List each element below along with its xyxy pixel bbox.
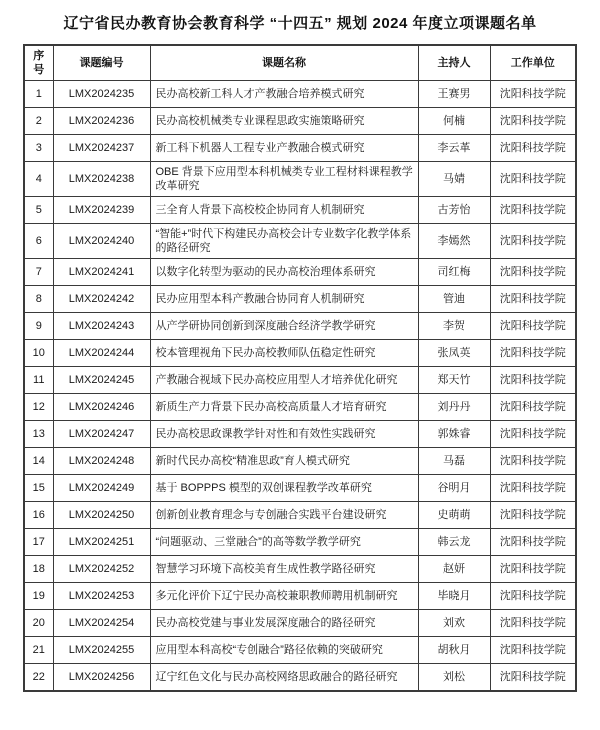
cell-work-unit: 沈阳科技学院 bbox=[490, 637, 576, 664]
cell-host: 毕晓月 bbox=[418, 583, 490, 610]
cell-project-name: 多元化评价下辽宁民办高校兼职教师聘用机制研究 bbox=[150, 583, 418, 610]
cell-project-code: LMX2024249 bbox=[53, 475, 150, 502]
table-row bbox=[24, 313, 576, 340]
cell-host: 胡秋月 bbox=[418, 637, 490, 664]
header-work-unit: 工作单位 bbox=[490, 45, 576, 81]
cell-project-name: 智慧学习环境下高校美育生成性教学路径研究 bbox=[150, 556, 418, 583]
table-row bbox=[24, 529, 576, 556]
cell-project-code: LMX2024252 bbox=[53, 556, 150, 583]
cell-serial-number: 13 bbox=[24, 421, 53, 448]
cell-serial-number: 18 bbox=[24, 556, 53, 583]
header-project-code: 课题编号 bbox=[53, 45, 150, 81]
cell-project-name: 民办高校党建与事业发展深度融合的路径研究 bbox=[150, 610, 418, 637]
cell-host: 马婧 bbox=[418, 162, 490, 197]
cell-host: 司红梅 bbox=[418, 259, 490, 286]
cell-serial-number: 22 bbox=[24, 664, 53, 692]
cell-project-name: 产教融合视域下民办高校应用型人才培养优化研究 bbox=[150, 367, 418, 394]
cell-host: 赵妍 bbox=[418, 556, 490, 583]
cell-host: 李嫣然 bbox=[418, 224, 490, 259]
cell-work-unit: 沈阳科技学院 bbox=[490, 197, 576, 224]
cell-project-name: 校本管理视角下民办高校教师队伍稳定性研究 bbox=[150, 340, 418, 367]
table-row bbox=[24, 421, 576, 448]
cell-serial-number: 1 bbox=[24, 81, 53, 108]
cell-host: 谷明月 bbox=[418, 475, 490, 502]
cell-serial-number: 10 bbox=[24, 340, 53, 367]
cell-work-unit: 沈阳科技学院 bbox=[490, 286, 576, 313]
cell-project-name: 新工科下机器人工程专业产教融合模式研究 bbox=[150, 135, 418, 162]
cell-project-name: 基于 BOPPPS 模型的双创课程教学改革研究 bbox=[150, 475, 418, 502]
header-project-name: 课题名称 bbox=[150, 45, 418, 81]
cell-project-code: LMX2024247 bbox=[53, 421, 150, 448]
cell-project-name: 以数字化转型为驱动的民办高校治理体系研究 bbox=[150, 259, 418, 286]
cell-work-unit: 沈阳科技学院 bbox=[490, 394, 576, 421]
cell-project-name: 民办应用型本科产教融合协同育人机制研究 bbox=[150, 286, 418, 313]
cell-work-unit: 沈阳科技学院 bbox=[490, 529, 576, 556]
cell-project-code: LMX2024243 bbox=[53, 313, 150, 340]
table-row bbox=[24, 286, 576, 313]
cell-project-code: LMX2024237 bbox=[53, 135, 150, 162]
cell-host: 何楠 bbox=[418, 108, 490, 135]
cell-host: 李云革 bbox=[418, 135, 490, 162]
cell-work-unit: 沈阳科技学院 bbox=[490, 448, 576, 475]
cell-work-unit: 沈阳科技学院 bbox=[490, 556, 576, 583]
cell-work-unit: 沈阳科技学院 bbox=[490, 162, 576, 197]
cell-work-unit: 沈阳科技学院 bbox=[490, 475, 576, 502]
cell-project-code: LMX2024241 bbox=[53, 259, 150, 286]
cell-serial-number: 8 bbox=[24, 286, 53, 313]
cell-project-name: 三全育人背景下高校校企协同育人机制研究 bbox=[150, 197, 418, 224]
table-row bbox=[24, 224, 576, 259]
cell-project-name: 新质生产力背景下民办高校高质量人才培育研究 bbox=[150, 394, 418, 421]
table-row bbox=[24, 197, 576, 224]
cell-serial-number: 6 bbox=[24, 224, 53, 259]
cell-project-name: “问题驱动、三堂融合”的高等数学教学研究 bbox=[150, 529, 418, 556]
cell-project-code: LMX2024254 bbox=[53, 610, 150, 637]
cell-host: 刘欢 bbox=[418, 610, 490, 637]
cell-host: 管迪 bbox=[418, 286, 490, 313]
project-table bbox=[23, 44, 577, 692]
cell-host: 王赛男 bbox=[418, 81, 490, 108]
cell-project-code: LMX2024238 bbox=[53, 162, 150, 197]
cell-work-unit: 沈阳科技学院 bbox=[490, 664, 576, 692]
table-row bbox=[24, 259, 576, 286]
table-row bbox=[24, 637, 576, 664]
cell-serial-number: 12 bbox=[24, 394, 53, 421]
cell-host: 李贺 bbox=[418, 313, 490, 340]
cell-project-code: LMX2024248 bbox=[53, 448, 150, 475]
cell-serial-number: 5 bbox=[24, 197, 53, 224]
cell-project-code: LMX2024253 bbox=[53, 583, 150, 610]
cell-host: 郭姝睿 bbox=[418, 421, 490, 448]
cell-project-name: “智能+”时代下构建民办高校会计专业数字化教学体系的路径研究 bbox=[150, 224, 418, 259]
cell-project-code: LMX2024245 bbox=[53, 367, 150, 394]
table-row bbox=[24, 81, 576, 108]
table-row bbox=[24, 135, 576, 162]
table-row bbox=[24, 340, 576, 367]
cell-serial-number: 19 bbox=[24, 583, 53, 610]
table-row bbox=[24, 162, 576, 197]
cell-work-unit: 沈阳科技学院 bbox=[490, 502, 576, 529]
cell-project-code: LMX2024242 bbox=[53, 286, 150, 313]
cell-project-name: 应用型本科高校“专创融合”路径依赖的突破研究 bbox=[150, 637, 418, 664]
cell-serial-number: 7 bbox=[24, 259, 53, 286]
cell-work-unit: 沈阳科技学院 bbox=[490, 421, 576, 448]
header-host: 主持人 bbox=[418, 45, 490, 81]
cell-work-unit: 沈阳科技学院 bbox=[490, 259, 576, 286]
project-table-body bbox=[24, 81, 576, 692]
cell-project-code: LMX2024255 bbox=[53, 637, 150, 664]
cell-host: 刘松 bbox=[418, 664, 490, 692]
table-row bbox=[24, 475, 576, 502]
cell-project-name: 创新创业教育理念与专创融合实践平台建设研究 bbox=[150, 502, 418, 529]
cell-project-name: 辽宁红色文化与民办高校网络思政融合的路径研究 bbox=[150, 664, 418, 692]
header-serial-number: 序号 bbox=[24, 45, 53, 81]
cell-serial-number: 2 bbox=[24, 108, 53, 135]
cell-work-unit: 沈阳科技学院 bbox=[490, 313, 576, 340]
cell-project-name: 新时代民办高校“精准思政”育人模式研究 bbox=[150, 448, 418, 475]
table-header bbox=[24, 45, 576, 81]
table-header-row bbox=[24, 45, 576, 81]
cell-project-code: LMX2024235 bbox=[53, 81, 150, 108]
cell-project-name: 民办高校思政课教学针对性和有效性实践研究 bbox=[150, 421, 418, 448]
table-row bbox=[24, 664, 576, 692]
cell-host: 古芳怡 bbox=[418, 197, 490, 224]
cell-serial-number: 9 bbox=[24, 313, 53, 340]
cell-serial-number: 4 bbox=[24, 162, 53, 197]
cell-host: 郑天竹 bbox=[418, 367, 490, 394]
cell-work-unit: 沈阳科技学院 bbox=[490, 135, 576, 162]
cell-work-unit: 沈阳科技学院 bbox=[490, 81, 576, 108]
table-row bbox=[24, 556, 576, 583]
cell-project-code: LMX2024244 bbox=[53, 340, 150, 367]
cell-host: 刘丹丹 bbox=[418, 394, 490, 421]
cell-serial-number: 20 bbox=[24, 610, 53, 637]
cell-project-name: 民办高校新工科人才产教融合培养模式研究 bbox=[150, 81, 418, 108]
cell-project-name: OBE 背景下应用型本科机械类专业工程材料课程教学改革研究 bbox=[150, 162, 418, 197]
cell-work-unit: 沈阳科技学院 bbox=[490, 367, 576, 394]
cell-project-code: LMX2024239 bbox=[53, 197, 150, 224]
cell-project-name: 从产学研协同创新到深度融合经济学教学研究 bbox=[150, 313, 418, 340]
page-title: 辽宁省民办教育协会教育科学 “十四五” 规划 2024 年度立项课题名单 bbox=[63, 15, 537, 32]
cell-work-unit: 沈阳科技学院 bbox=[490, 108, 576, 135]
cell-serial-number: 3 bbox=[24, 135, 53, 162]
table-row bbox=[24, 367, 576, 394]
cell-project-code: LMX2024256 bbox=[53, 664, 150, 692]
cell-work-unit: 沈阳科技学院 bbox=[490, 610, 576, 637]
cell-project-code: LMX2024251 bbox=[53, 529, 150, 556]
cell-host: 韩云龙 bbox=[418, 529, 490, 556]
cell-serial-number: 17 bbox=[24, 529, 53, 556]
cell-serial-number: 21 bbox=[24, 637, 53, 664]
cell-work-unit: 沈阳科技学院 bbox=[490, 340, 576, 367]
table-row bbox=[24, 394, 576, 421]
cell-serial-number: 15 bbox=[24, 475, 53, 502]
table-row bbox=[24, 502, 576, 529]
cell-serial-number: 14 bbox=[24, 448, 53, 475]
cell-work-unit: 沈阳科技学院 bbox=[490, 583, 576, 610]
cell-host: 史萌萌 bbox=[418, 502, 490, 529]
cell-serial-number: 11 bbox=[24, 367, 53, 394]
table-row bbox=[24, 583, 576, 610]
cell-host: 张凤英 bbox=[418, 340, 490, 367]
cell-host: 马磊 bbox=[418, 448, 490, 475]
cell-serial-number: 16 bbox=[24, 502, 53, 529]
cell-project-code: LMX2024250 bbox=[53, 502, 150, 529]
table-row bbox=[24, 448, 576, 475]
cell-project-code: LMX2024236 bbox=[53, 108, 150, 135]
cell-work-unit: 沈阳科技学院 bbox=[490, 224, 576, 259]
table-row bbox=[24, 610, 576, 637]
cell-project-name: 民办高校机械类专业课程思政实施策略研究 bbox=[150, 108, 418, 135]
cell-project-code: LMX2024240 bbox=[53, 224, 150, 259]
table-row bbox=[24, 108, 576, 135]
cell-project-code: LMX2024246 bbox=[53, 394, 150, 421]
